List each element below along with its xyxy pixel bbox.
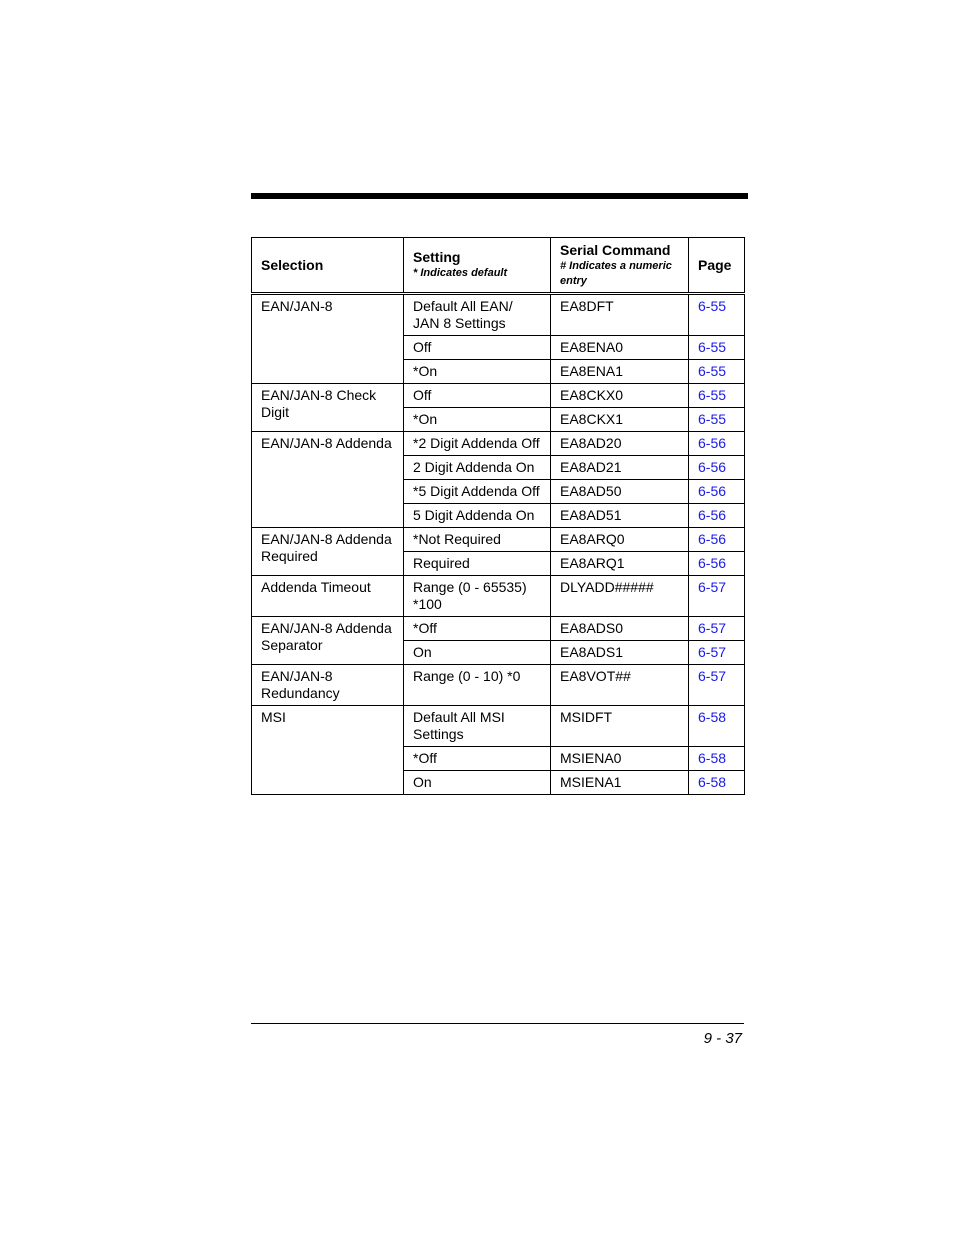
command-cell: EA8CKX0 (551, 384, 689, 408)
footer-rule (251, 1023, 744, 1024)
table-row (252, 617, 745, 641)
page-link[interactable]: 6-58 (689, 771, 745, 795)
top-rule-bar (251, 193, 748, 199)
command-cell: EA8DFT (551, 294, 689, 336)
page-link[interactable]: 6-56 (689, 456, 745, 480)
command-cell: EA8VOT## (551, 665, 689, 706)
table-row (252, 576, 745, 617)
page-link[interactable]: 6-55 (689, 408, 745, 432)
selection-cell: Addenda Timeout (252, 576, 404, 617)
command-cell: EA8AD51 (551, 504, 689, 528)
page-link[interactable]: 6-58 (689, 747, 745, 771)
page-link[interactable]: 6-56 (689, 504, 745, 528)
page-link[interactable]: 6-56 (689, 552, 745, 576)
page-number: 9 - 37 (703, 1030, 742, 1047)
page-link[interactable]: 6-56 (689, 528, 745, 552)
setting-cell: Off (404, 336, 551, 360)
page-link[interactable]: 6-55 (689, 336, 745, 360)
command-cell: MSIDFT (551, 706, 689, 747)
table-row (252, 294, 745, 336)
selection-cell: EAN/JAN-8 Addenda Required (252, 528, 404, 576)
selection-cell: EAN/JAN-8 Addenda Separator (252, 617, 404, 665)
command-cell: EA8CKX1 (551, 408, 689, 432)
command-cell: EA8ADS1 (551, 641, 689, 665)
setting-cell: *2 Digit Addenda Off (404, 432, 551, 456)
header-selection: Selection (252, 238, 404, 294)
table-header-row (252, 238, 745, 294)
table-row (252, 706, 745, 747)
page-link[interactable]: 6-56 (689, 432, 745, 456)
setting-cell: *On (404, 408, 551, 432)
page-link[interactable]: 6-55 (689, 294, 745, 336)
setting-cell: Off (404, 384, 551, 408)
command-cell: EA8ADS0 (551, 617, 689, 641)
setting-cell: *Off (404, 617, 551, 641)
setting-cell: *Off (404, 747, 551, 771)
page-link[interactable]: 6-57 (689, 641, 745, 665)
command-cell: EA8AD20 (551, 432, 689, 456)
selection-cell: EAN/JAN-8 Addenda (252, 432, 404, 528)
page-link[interactable]: 6-58 (689, 706, 745, 747)
table-row (252, 384, 745, 408)
setting-cell: Range (0 - 65535) *100 (404, 576, 551, 617)
table-row (252, 528, 745, 552)
page-link[interactable]: 6-57 (689, 665, 745, 706)
setting-cell: *Not Required (404, 528, 551, 552)
page-link[interactable]: 6-56 (689, 480, 745, 504)
table-row (252, 432, 745, 456)
selection-cell: EAN/JAN-8 (252, 294, 404, 384)
command-cell: EA8AD50 (551, 480, 689, 504)
selection-cell: MSI (252, 706, 404, 795)
command-cell: EA8AD21 (551, 456, 689, 480)
command-cell: EA8ARQ1 (551, 552, 689, 576)
setting-cell: On (404, 771, 551, 795)
setting-cell: *5 Digit Addenda Off (404, 480, 551, 504)
setting-cell: Required (404, 552, 551, 576)
header-setting: Setting * Indicates default (404, 238, 551, 294)
setting-cell: Default All MSI Settings (404, 706, 551, 747)
selection-cell: EAN/JAN-8 Redundancy (252, 665, 404, 706)
setting-cell: Range (0 - 10) *0 (404, 665, 551, 706)
command-cell: DLYADD##### (551, 576, 689, 617)
header-serial-command: Serial Command # Indicates a numeric entry (551, 238, 689, 294)
command-cell: EA8ENA0 (551, 336, 689, 360)
command-cell: MSIENA1 (551, 771, 689, 795)
command-cell: EA8ARQ0 (551, 528, 689, 552)
setting-cell: On (404, 641, 551, 665)
setting-cell: *On (404, 360, 551, 384)
setting-cell: Default All EAN/ JAN 8 Settings (404, 294, 551, 336)
page-link[interactable]: 6-55 (689, 384, 745, 408)
header-setting-note: * Indicates default (413, 267, 508, 279)
header-serial-note: # Indicates a numeric entry (560, 259, 672, 287)
command-cell: MSIENA0 (551, 747, 689, 771)
page-link[interactable]: 6-55 (689, 360, 745, 384)
command-cell: EA8ENA1 (551, 360, 689, 384)
setting-cell: 5 Digit Addenda On (404, 504, 551, 528)
table-row (252, 665, 745, 706)
serial-command-table (251, 237, 745, 795)
header-page: Page (689, 238, 745, 294)
page-link[interactable]: 6-57 (689, 576, 745, 617)
page-link[interactable]: 6-57 (689, 617, 745, 641)
selection-cell: EAN/JAN-8 Check Digit (252, 384, 404, 432)
setting-cell: 2 Digit Addenda On (404, 456, 551, 480)
